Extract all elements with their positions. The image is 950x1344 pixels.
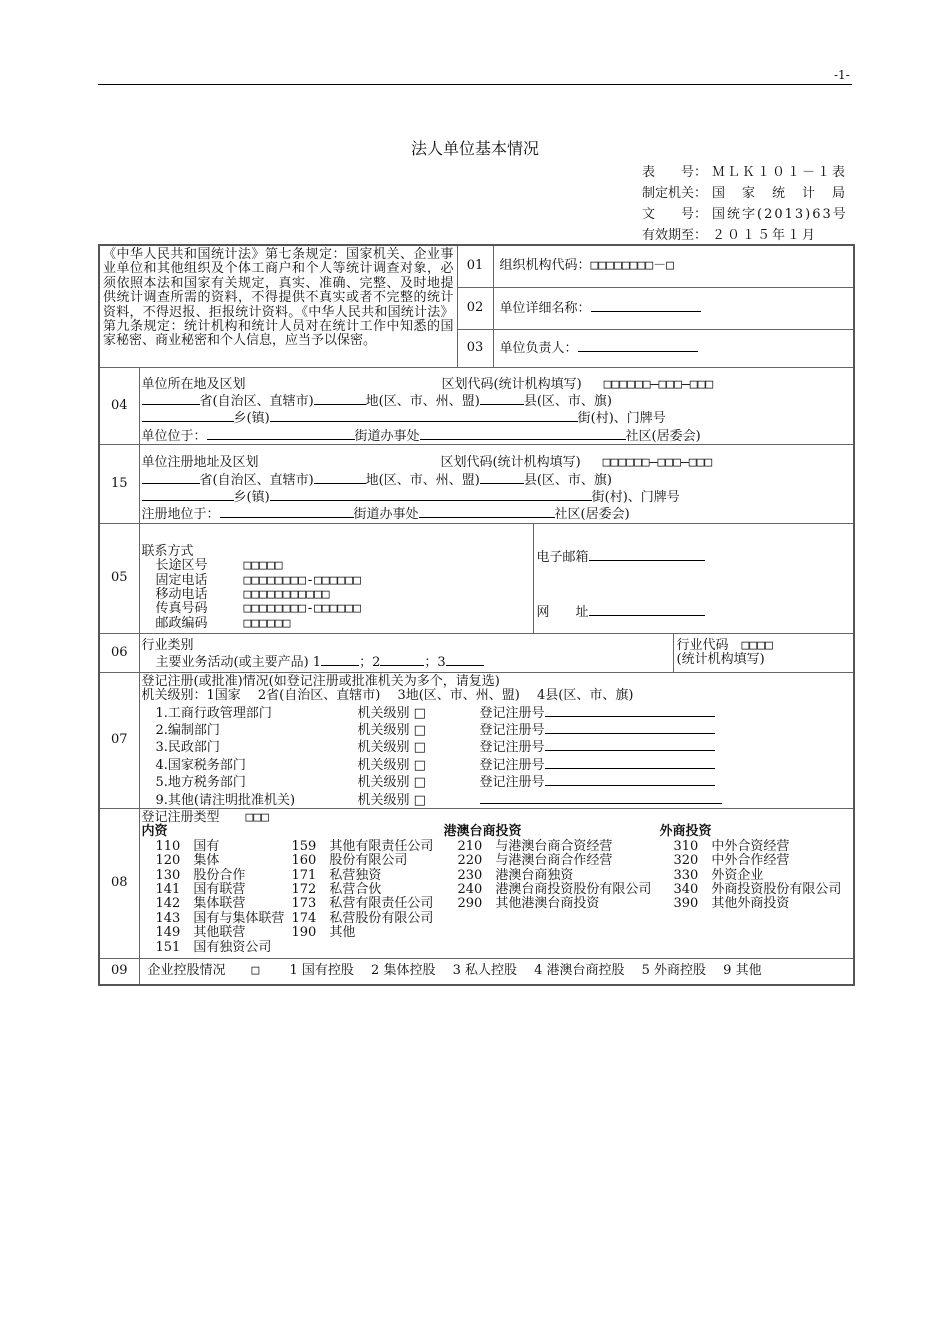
location-community-label: 社区(居委会) [625,428,701,444]
form-meta [642,162,852,246]
row-07-number: 07 [99,672,139,808]
domestic-heading: 内资 [141,824,168,840]
industry-code-label: 行业代码 [676,637,729,653]
location-community-field[interactable] [420,427,626,440]
reg-level-9[interactable]: 机关级别 □ [357,792,426,808]
unit-head-cell [493,329,854,367]
page-number: -1- [834,68,850,82]
location-prefecture-field[interactable] [314,392,366,405]
legal-notice: 《中华人民共和国统计法》第七条规定：国家机关、企业事业单位和其他组织及个体工商户和个人等统计调查对象，必须依照本法和国家有关规定，真实、准确、完整、及时地提供统计调查所需的资料，不得提供不真实或者不完整的统计资料，不得迟报、拒报统计资料。《中华人民共和国统计法》第九条规定：统计机构和统计人员对在统计工作中知悉的国家秘密、商业秘密和个人信息，应当予以保密。 [99,245,457,367]
registered-prefecture-field[interactable] [314,471,366,484]
reg-number-label-1: 登记注册号 [479,705,545,721]
registration-type-cell [139,809,854,959]
reg-type-item: 230 港澳台商独资 [457,867,574,883]
reg-type-item: 159 其他有限责任公司 [291,838,434,854]
foreign-column [660,825,842,911]
reg-level-1[interactable]: 机关级别 □ [357,705,426,721]
location-prefecture-label: 地(区、市、州、盟) [365,393,480,409]
industry-code-cell [673,633,854,672]
industry-heading: 行业类别 [141,637,194,653]
row-05-number: 05 [99,523,139,633]
reg-type-item: 390 其他外商投资 [673,896,790,912]
reg-type-item: 330 外资企业 [673,867,764,883]
reg-number-field-5[interactable] [545,773,715,786]
reg-number-field-3[interactable] [545,738,715,751]
org-code-boxes[interactable]: □□□□□□□□－□ [590,258,674,274]
reg-level-2[interactable]: 机关级别 □ [357,722,426,738]
reg-type-item: 130 股份合作 [155,867,246,883]
activity-1-field[interactable] [321,653,359,666]
row-08-number: 08 [99,809,139,959]
location-province-label: 省(自治区、直辖市) [199,393,314,409]
reg-type-item: 340 外商投资股份有限公司 [673,882,842,898]
holding-box[interactable]: □ [251,963,260,979]
website-label: 网 址 [536,605,589,621]
activity-2-field[interactable] [380,653,424,666]
unit-head-field[interactable] [578,339,698,352]
reg-type-item: 142 集体联营 [155,896,246,912]
top-rule [98,84,852,85]
landline-boxes[interactable]: □□□□□□□□-□□□□□□ [243,572,361,588]
email-field[interactable] [589,548,705,561]
foreign-heading: 外商投资 [659,824,712,840]
reg-level-4[interactable]: 机关级别 □ [357,757,426,773]
row-02-number: 02 [457,287,493,329]
registered-community-field[interactable] [419,505,555,518]
org-code-cell [493,245,854,287]
meta-code: 表 号： ＭＬＫ１０１－１表 [642,165,848,180]
registered-heading: 单位注册地址及区划 [141,455,259,471]
registered-street-field[interactable] [270,488,592,501]
mobile-boxes[interactable]: □□□□□□□□□□□ [243,586,330,602]
meta-valid-until: 有效期至： ２０１５年１月 [642,228,818,243]
reg-number-label-4: 登记注册号 [479,757,545,773]
area-code-label: 长途区号 [155,558,208,574]
reg-number-label-5: 登记注册号 [479,775,545,791]
mobile-label: 移动电话 [155,586,208,602]
reg-type-item: 120 集体 [155,853,220,869]
location-code-boxes[interactable]: □□□□□□—□□□—□□□ [603,376,714,392]
holding-cell [139,959,854,985]
activity-1-label: 1 [312,655,322,671]
activity-label: 主要业务活动(或主要产品) [155,655,309,671]
reg-item-3: 3.民政部门 [155,740,220,756]
org-code-label: 组织机构代码： [499,258,591,274]
location-heading: 单位所在地及区划 [141,376,246,392]
reg-type-item: 310 中外合资经营 [673,838,790,854]
reg-type-item: 240 港澳台商投资股份有限公司 [457,882,652,898]
reg-number-field-1[interactable] [545,704,715,717]
hkmt-column [444,825,652,911]
registered-subdistrict-label: 街道办事处 [353,507,419,523]
registration-levels: 机关级别：1国家 2省(自治区、直辖市) 3地(区、市、州、盟) 4县(区、市、旗) [141,688,634,704]
unit-name-field[interactable] [591,299,701,312]
row-03-number: 03 [457,329,493,367]
reg-type-boxes[interactable]: □□□ [245,810,270,825]
registered-street-label: 街(村)、门牌号 [591,489,680,505]
reg-type-item: 320 中外合作经营 [673,853,790,869]
postal-code-boxes[interactable]: □□□□□□ [243,615,291,631]
reg-type-item: 143 国有与集体联营 [155,910,285,926]
unit-name-label: 单位详细名称： [499,301,591,317]
activity-2-label: 2 [372,655,381,671]
row-15-number: 15 [99,445,139,524]
location-subdistrict-field[interactable] [207,427,355,440]
location-county-field[interactable] [480,392,524,405]
row-09-number: 09 [99,959,139,985]
reg-level-3[interactable]: 机关级别 □ [357,740,426,756]
registered-community-label: 社区(居委会) [554,507,630,523]
postal-code-label: 邮政编码 [155,615,208,631]
domestic-column-2 [292,840,434,941]
location-located-label: 单位位于： [141,428,207,444]
registration-heading: 登记注册(或批准)情况(如登记注册或批准机关为多个，请复选) [141,673,500,689]
meta-doc-number: 文 号： 国统字(2013)63号 [642,207,848,222]
reg-type-item: 290 其他港澳台商投资 [457,896,600,912]
website-field[interactable] [589,603,705,616]
location-street-label: 街(村)、门牌号 [577,411,666,427]
activity-3-label: 3 [437,655,446,671]
registered-prefecture-label: 地(区、市、州、盟) [365,472,480,488]
reg-type-item: 110 国有 [155,838,220,854]
reg-type-item: 174 私营股份有限公司 [291,910,434,926]
holding-label: 企业控股情况 [147,963,226,979]
reg-item-4: 4.国家税务部门 [155,757,246,773]
registered-code-label: 区划代码(统计机构填写) [440,455,581,471]
reg-level-5[interactable]: 机关级别 □ [357,775,426,791]
reg-number-label-2: 登记注册号 [479,722,545,738]
registered-county-field[interactable] [480,471,524,484]
reg-item-9: 9.其他(请注明批准机关) [155,792,296,808]
reg-number-label-3: 登记注册号 [479,740,545,756]
reg-type-item: 171 私营独资 [291,867,382,883]
reg-type-item: 172 私营合伙 [291,882,382,898]
row-01-number: 01 [457,245,493,287]
location-province-field[interactable] [142,392,200,405]
form-table [98,244,855,986]
registered-located-label: 注册地位于： [141,507,220,523]
location-town-field[interactable] [142,409,234,422]
reg-number-field-2[interactable] [545,721,715,734]
reg-type-heading: 登记注册类型 [141,810,220,825]
reg-number-field-9[interactable] [480,791,722,804]
registered-town-field[interactable] [142,488,234,501]
reg-type-item: 160 股份有限公司 [291,853,408,869]
reg-item-5: 5.地方税务部门 [155,775,246,791]
hkmt-heading: 港澳台商投资 [443,824,522,840]
reg-number-field-4[interactable] [545,756,715,769]
location-town-label: 乡(镇) [233,411,270,427]
contact-heading: 联系方式 [141,543,194,559]
contact-cell [139,523,533,633]
registered-province-field[interactable] [142,471,200,484]
reg-item-1: 1.工商行政管理部门 [155,705,272,721]
email-label: 电子邮箱 [536,549,589,565]
location-cell [139,367,854,445]
industry-cell [139,633,673,672]
registered-county-label: 县(区、市、旗) [523,472,612,488]
fax-boxes[interactable]: □□□□□□□□-□□□□□□ [243,601,361,617]
reg-item-2: 2.编制部门 [155,722,220,738]
registered-code-boxes[interactable]: □□□□□□—□□□—□□□ [602,455,713,471]
reg-type-item: 141 国有联营 [155,882,246,898]
reg-type-item: 151 国有独资公司 [155,939,272,955]
row-04-number: 04 [99,367,139,445]
unit-name-cell [493,287,854,329]
reg-type-item: 190 其他 [291,925,356,941]
registered-town-label: 乡(镇) [233,489,270,505]
reg-type-item: 210 与港澳台商合资经营 [457,838,613,854]
unit-head-label: 单位负责人： [499,341,578,357]
form-title: 法人单位基本情况 [410,139,539,158]
location-code-label: 区划代码(统计机构填写) [441,376,582,392]
domestic-column [142,825,285,955]
registered-subdistrict-field[interactable] [220,505,354,518]
location-subdistrict-label: 街道办事处 [354,428,420,444]
activity-sep-1: ； [359,655,373,671]
location-county-label: 县(区、市、旗) [523,393,612,409]
industry-code-note: (统计机构填写) [676,652,765,668]
fax-label: 传真号码 [155,601,208,617]
location-street-field[interactable] [270,409,578,422]
reg-type-item: 149 其他联营 [155,925,246,941]
online-contact-cell [533,523,854,633]
activity-sep-2: ； [424,655,438,671]
registration-cell [139,672,854,808]
row-06-number: 06 [99,633,139,672]
activity-3-field[interactable] [446,653,484,666]
industry-code-boxes[interactable]: □□□□ [741,637,773,653]
reg-type-item: 220 与港澳台商合作经营 [457,853,613,869]
registered-address-cell [139,445,854,524]
meta-authority: 制定机关： 国 家 统 计 局 [642,186,848,201]
landline-label: 固定电话 [155,572,208,588]
area-code-boxes[interactable]: □□□□□ [243,558,283,574]
reg-type-item: 173 私营有限责任公司 [291,896,434,912]
registered-province-label: 省(自治区、直辖市) [199,472,314,488]
holding-options: 1 国有控股 2 集体控股 3 私人控股 4 港澳台商控股 5 外商控股 9 其他 [289,963,762,979]
